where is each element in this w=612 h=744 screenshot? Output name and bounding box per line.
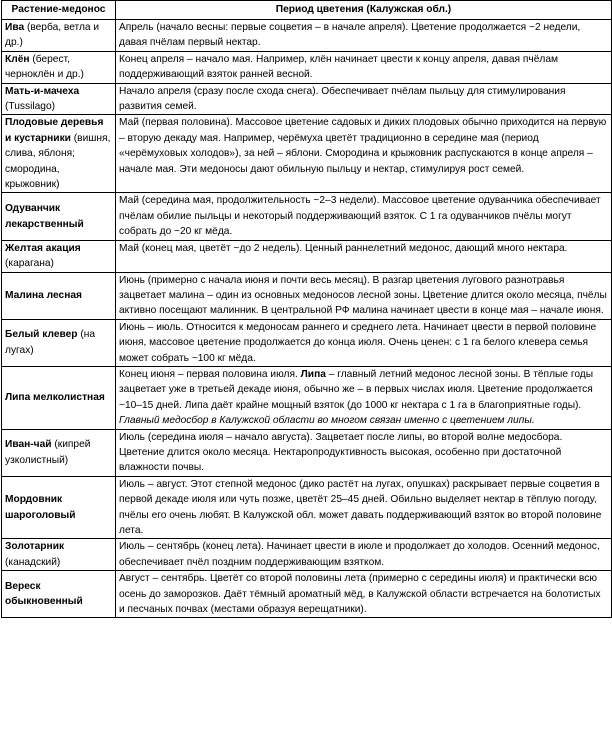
plant-cell [2, 83, 116, 115]
table-row [2, 366, 612, 429]
plant-cell [2, 366, 116, 429]
period-cell: Апрель (начало весны: первые соцветия – в начале апреля). Цветение продолжается ~2 недели, давая пчёлам первый нектар. [116, 20, 612, 52]
table-row [2, 319, 612, 366]
plant-note: (на лугах) [5, 329, 96, 356]
period-text: – главный летний медонос лесной зоны. В тёплые годы зацветает уже в третьей декаде июня, обычно же – в первых числах июля. Цветение продолжается ~10–15 дней. Липа даёт крайне мощный взяток (до 1000 кг нектара с 1 га в благоприятные годы). [119, 368, 594, 411]
table-header-row [2, 1, 612, 20]
plant-note: (Tussilago) [5, 101, 56, 113]
plant-name: Желтая акация [5, 242, 81, 254]
plant-note: (берест, черноклён и др.) [5, 53, 84, 81]
period-text: Конец июня – первая половина июля. [119, 368, 301, 380]
plant-cell [2, 20, 116, 52]
period-cell: Май (середина мая, продолжительность ~2–3 недели). Массовое цветение одуванчика обеспечивает пчёлам обилие пыльцы и некоторый поддерживающий взяток. С 1 га одуванчиков пчёлы могут собрать до ~20 кг мёда. [116, 193, 612, 240]
plant-name: Белый клевер [5, 329, 78, 341]
table-row [2, 240, 612, 272]
plant-cell [2, 51, 116, 83]
plant-name: Плодовые деревья и кустарники [5, 117, 104, 144]
plant-cell [2, 115, 116, 193]
plant-cell [2, 539, 116, 571]
period-cell: Конец апреля – начало мая. Например, клён начинает цвести к концу апреля, давая пчёлам поддерживающий взяток ранней весной. [116, 51, 612, 83]
plant-note: (вишня, слива, яблоня; смородина, крыжовник) [5, 132, 111, 191]
table-row [2, 476, 612, 539]
period-cell: Май (первая половина). Массовое цветение садовых и диких плодовых обычно приходится на первую – вторую декаду мая. Например, черёмуха цветёт традиционно в середине мая (период «черёмуховых холодов»), за ней – яблони. Смородина и крыжовник распускаются в конце апреля – начале мая. Эти медоносы дают обильную пыльцу и нектар, стимулируя рост семей. [116, 115, 612, 193]
plant-name: Мать-и-мачеха [5, 85, 80, 97]
period-cell: Начало апреля (сразу после схода снега). Обеспечивает пчёлам пыльцу для стимулирования развития семей. [116, 83, 612, 115]
plant-cell [2, 429, 116, 476]
honey-plants-table [1, 0, 612, 618]
plant-name: Золотарник [5, 541, 65, 553]
plant-cell [2, 240, 116, 272]
plant-name: Мордовник шароголовый [5, 494, 76, 521]
header-period: Период цветения (Калужская обл.) [116, 1, 612, 20]
plant-cell [2, 193, 116, 240]
table-row [2, 539, 612, 571]
period-cell: Июль – сентябрь (конец лета). Начинает цвести в июле и продолжает до холодов. Осенний медонос, обеспечивает пчёл поздним поддерживающим взятком. [116, 539, 612, 571]
table-row [2, 51, 612, 83]
period-text-italic: Главный медосбор в Калужской области во многом связан именно с цветением липы. [119, 415, 535, 427]
plant-cell [2, 319, 116, 366]
plant-cell [2, 272, 116, 319]
table-row [2, 571, 612, 618]
period-cell: Июль (середина июля – начало августа). Зацветает после липы, во второй волне медосбора. Цветение длится около месяца. Нектаропродуктивность высокая, особенно при достаточной влажности почвы. [116, 429, 612, 476]
plant-cell [2, 571, 116, 618]
period-cell: Июнь – июль. Относится к медоносам раннего и среднего лета. Начинает цвести в первой половине июня, массовое цветение продолжается до конца июля. Очень ценен: с 1 га белого клевера семья может собрать ~100 кг мёда. [116, 319, 612, 366]
table-row [2, 429, 612, 476]
plant-note: (карагана) [5, 258, 54, 270]
plant-note: (кипрей узколистный) [5, 439, 91, 466]
period-cell: Июль – август. Этот степной медонос (дико растёт на лугах, опушках) раскрывает первые соцветия в первой декаде июля или чуть позже, цветёт 25–45 дней. Обильно выделяет нектар в тёплую погоду, пчёлы его очень любят. В Калужской обл. может давать поддерживающий взяток во второй половине лета. [116, 476, 612, 539]
plant-name: Клён [5, 53, 30, 65]
header-plant: Растение-медонос [2, 1, 116, 20]
period-text-bold: Липа [300, 368, 326, 380]
period-cell: Май (конец мая, цветёт ~до 2 недель). Ценный раннелетний медонос, дающий много нектара. [116, 240, 612, 272]
plant-name: Ива [5, 22, 25, 33]
plant-note: (канадский) [5, 556, 61, 568]
table-row [2, 193, 612, 240]
plant-cell [2, 476, 116, 539]
plant-name: Малина лесная [5, 289, 82, 301]
plant-name: Одуванчик лекарственный [5, 203, 84, 230]
period-cell [116, 366, 612, 429]
table-row [2, 115, 612, 193]
plant-name: Вереск обыкновенный [5, 580, 83, 608]
plant-name: Иван-чай [5, 439, 52, 451]
plant-note: (верба, ветла и др.) [5, 22, 100, 49]
table-row [2, 20, 612, 52]
period-cell: Июнь (примерно с начала июня и почти весь месяц). В разгар цветения лугового разнотравья зацветает малина – один из основных медоносов лесной зоны. Цветение длится около месяца, пчёлы активно посещают малинник. В центральной РФ малина начинает цвести в конце мая – начале июня. [116, 272, 612, 319]
period-cell: Август – сентябрь. Цветёт со второй половины лета (примерно с середины июля) и практически всю осень до заморозков. Даёт тёмный ароматный мёд, в Калужской области встречается на болотистых и песчаных почвах (местами образуя верещатники). [116, 571, 612, 618]
table-row [2, 83, 612, 115]
table-row [2, 272, 612, 319]
plant-name: Липа мелколистная [5, 392, 105, 404]
